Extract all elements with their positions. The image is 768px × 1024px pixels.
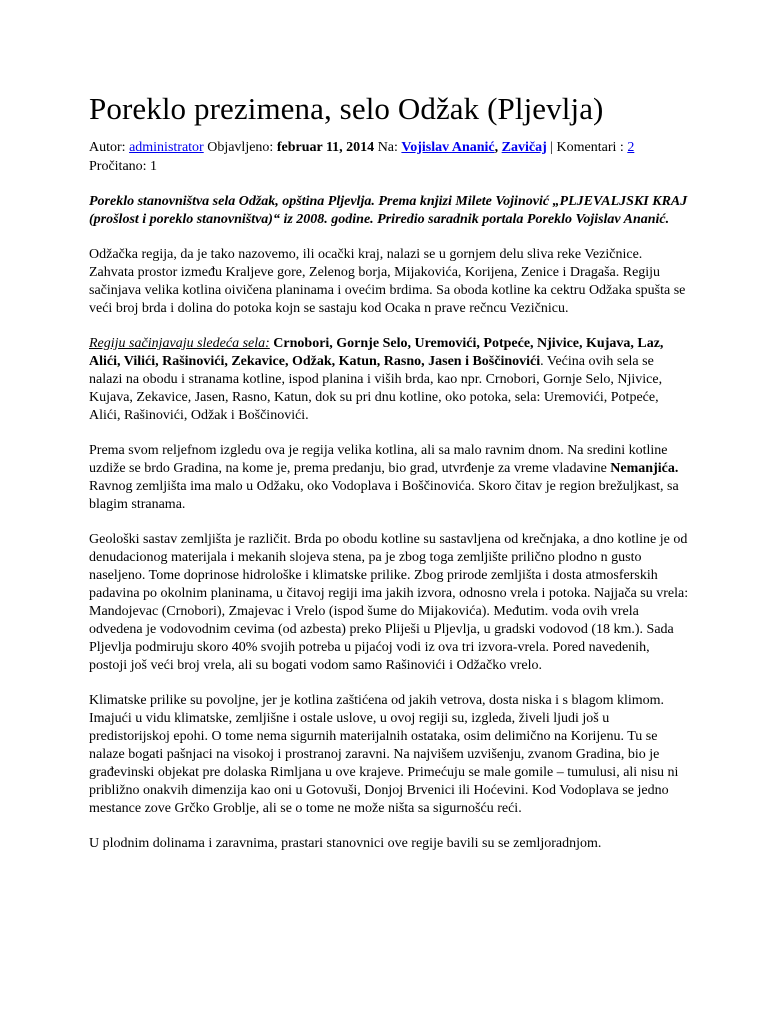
category-label: Na:	[377, 140, 398, 155]
comments-label: | Komentari :	[550, 140, 624, 155]
villages-description: . Većina ovih sela se nalazi na obodu i stranama kotline, ispod planina i viših brda, kao npr. Crnobori, Gornje Selo, Njivice, Kujava, Zekavice, Jasen, Rasno, Katun, dok su pri dnu kotline, oko potoka, sela: Uremovići, Potpeće, Alići, Rašinovići, Odžak i Boščinovići.	[89, 354, 663, 423]
comments-link[interactable]: 2	[627, 140, 635, 155]
paragraph-3-before: Prema svom reljefnom izgledu ova je regija velika kotlina, ali sa malo ravnim dnom. Na sredini kotline uzdiže se brdo Gradina, na kome je, prema predanju, bio grad, utvrđenje za vreme vladavine	[89, 443, 668, 476]
category-link-author[interactable]: Vojislav Ananić	[401, 140, 495, 155]
paragraph-4: Geološki sastav zemljišta je različit. Brda po obodu kotline su sastavljena od krečnjaka, a dno kotline je od denudacionog materijala i mekanih slojeva stena, pa je zbog toga zemljište prilično plodno n gusto naseljeno. Tome doprinose hidrološke i klimatske prilike. Zbog prirode zemljišta i dosta atmosferskih padavina po okolnim planinama, u čitavoj regiji ima jakih izvora, odnosno vrela i potoka. Najjača su vrela: Mandojevac (Crnobori), Zmajevac i Vrelo (ispod šume do Mijakovića). Međutim. voda ovih vrela odvedena je vodovodnim cevima (od azbesta) preko Pliješi u Pljevlja, u gradski vodovod (18 km.). Sada Pljevlja podmiruju skoro 40% svojih potreba u pijaćoj vodi iz ova tri izvora-vrela. Pored navedenih, postoji još veći broj vrela, ali su bogati vodom samo Rašinovići i Odžačko vrelo.	[89, 532, 689, 673]
villages-list: Crnobori, Gornje Selo, Uremovići, Potpeće, Njivice, Kujava, Laz, Alići, Vilići, Rašinovići, Zekavice, Odžak, Katun, Rasno, Jasen i Boščinovići	[89, 336, 664, 369]
publish-date: februar 11, 2014	[276, 140, 375, 155]
author-link[interactable]: administrator	[129, 140, 204, 155]
paragraph-3-after: Ravnog zemljišta ima malo u Odžaku, oko Vodoplava i Boščinovića. Skoro čitav je region brežuljkast, sa blagim stranama.	[89, 479, 679, 512]
author-label: Autor:	[89, 140, 126, 155]
paragraph-3	[89, 442, 689, 514]
nemanjica-bold: Nemanjića.	[610, 461, 679, 476]
category-separator: ,	[494, 140, 499, 155]
paragraph-6: U plodnim dolinama i zaravnima, prastari stanovnici ove regije bavili su se zemljoradnjom.	[89, 836, 602, 851]
villages-lead: Regiju sačinjavaju sledeća sela:	[89, 336, 270, 351]
category-link-zavicaj[interactable]: Zavičaj	[501, 140, 547, 155]
article-title: Poreklo prezimena, selo Odžak (Pljevlja)	[89, 91, 604, 126]
read-count: Pročitano: 1	[89, 159, 158, 174]
published-label: Objavljeno:	[207, 140, 274, 155]
article-intro: Poreklo stanovništva sela Odžak, opština Pljevlja. Prema knjizi Milete Vojinović „PLJEVALJSKI KRAJ (prošlost i poreklo stanovništva)“ iz 2008. godine. Priredio saradnik portala Poreklo Vojislav Ananić.	[89, 194, 688, 227]
paragraph-5: Klimatske prilike su povoljne, jer je kotlina zaštićena od jakih vetrova, dosta niska i s blagom klimom. Imajući u vidu klimatske, zemljišne i ostale uslove, u ovoj regiji su, izgleda, živeli ljudi još u predistorijskoj epohi. O tome nema sigurnih materijalnih ostataka, osim delimično na Korijenu. Tu se nalaze bogati pašnjaci na visokoj i prostranoj zaravni. Na najvišem uzvišenju, zvanom Gradina, bio je građevinski objekat pre dolaska Rimljana u ove krajeve. Primećuju se male gomile – tumulusi, ali nisu ni približno onakvih dimenzija kao oni u Gotovuši, Donjoj Brvenici ili Hoćevini. Kod Vodoplava se jedno mestance zove Grčko Groblje, ali se o tome ne može ništa sa sigurnošću reći.	[89, 693, 679, 816]
article	[89, 90, 689, 853]
article-meta	[89, 138, 689, 176]
paragraph-1: Odžačka regija, da je tako nazovemo, ili ocački kraj, nalazi se u gornjem delu sliva reke Vezičnice. Zahvata prostor između Kraljeve gore, Zelenog borja, Mijakovića, Korijena, Zenice i Dragaša. Regiju sačinjava velika kotlina oivičena planinama i ovećim brdima. Sa oboda kotline ka cektru Odžaka spušta se veći broj brda i dolina do potoka kojn se sastaju kod Ocaka n prave rečncu Vezičnicu.	[89, 247, 686, 316]
paragraph-2	[89, 335, 689, 425]
